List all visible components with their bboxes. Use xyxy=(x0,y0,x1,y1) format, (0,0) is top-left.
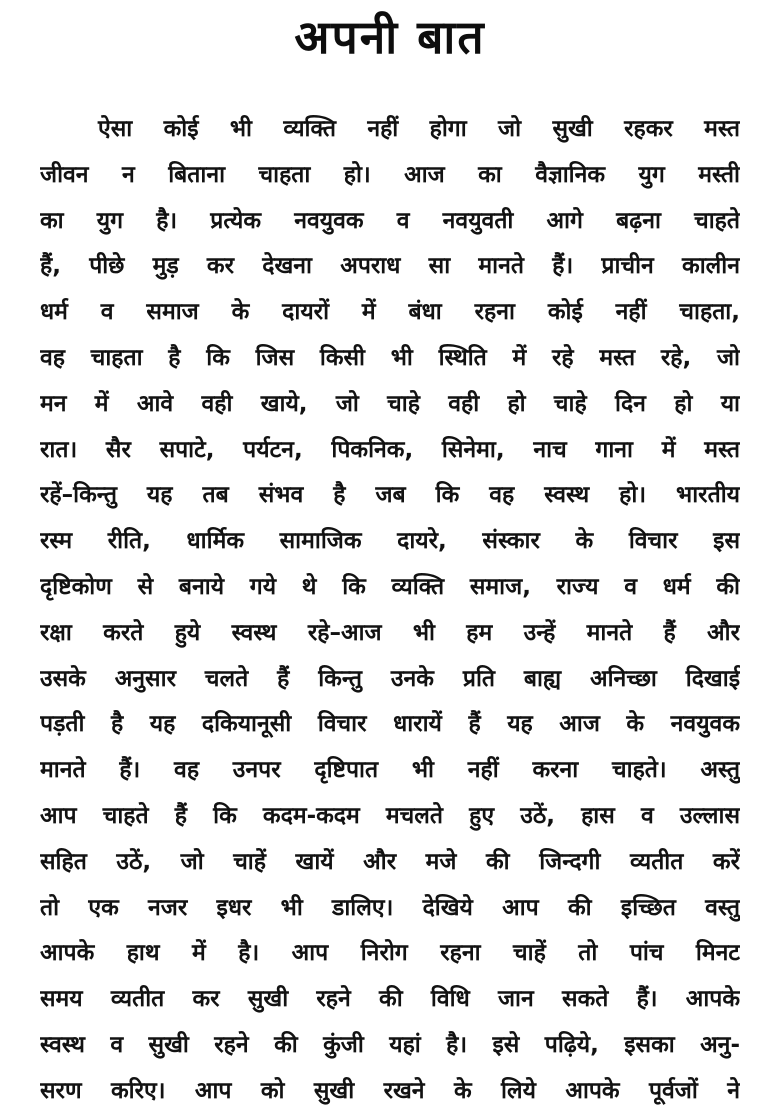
text-line: पड़ती है यह दकियानूसी विचार धारायें हैं यह आज के नवयुवक xyxy=(40,711,740,738)
text-line: वह चाहता है कि जिस किसी भी स्थिति में रहे मस्त रहे, जो xyxy=(40,344,740,371)
text-line: आपके हाथ में है। आप निरोग रहना चाहें तो पांच मिनट xyxy=(40,940,740,967)
page-title: अपनी बात xyxy=(294,10,486,64)
text-line: दृष्टिकोण से बनाये गये थे कि व्यक्ति समाज, राज्य व धर्म की xyxy=(40,573,740,600)
text-line: का युग है। प्रत्येक नवयुवक व नवयुवती आगे बढ़ना चाहते xyxy=(40,207,740,234)
text-line: मन में आवे वही खाये, जो चाहे वही हो चाहे दिन हो या xyxy=(40,390,740,417)
text-line: तो एक नजर इधर भी डालिए। देखिये आप की इच्छित वस्तु xyxy=(40,894,740,921)
body-paragraph xyxy=(40,107,740,1115)
text-line: सरण करिए। आप को सुखी रखने के लिये आपके पूर्वजों ने xyxy=(40,1077,740,1104)
text-line: रस्म रीति, धार्मिक सामाजिक दायरे, संस्कार के विचार इस xyxy=(40,528,740,555)
text-line: समय व्यतीत कर सुखी रहने की विधि जान सकते हैं। आपके xyxy=(40,986,740,1013)
text-line: हैं, पीछे मुड़ कर देखना अपराध सा मानते हैं। प्राचीन कालीन xyxy=(40,253,740,280)
text-line: उसके अनुसार चलते हैं किन्तु उनके प्रति बाह्य अनिच्छा दिखाई xyxy=(40,665,740,692)
text-line: ऐसा कोई भी व्यक्ति नहीं होगा जो सुखी रहकर मस्त xyxy=(98,116,740,142)
text-line: जीवन न बिताना चाहता हो। आज का वैज्ञानिक युग मस्ती xyxy=(40,161,740,188)
text-line: मानते हैं। वह उनपर दृष्टिपात भी नहीं करना चाहते। अस्तु xyxy=(40,757,740,784)
text-line: आप चाहते हैं कि कदम-कदम मचलते हुए उठें, हास व उल्लास xyxy=(40,802,740,829)
text-line: रहें–किन्तु यह तब संभव है जब कि वह स्वस्थ हो। भारतीय xyxy=(40,482,740,509)
text-line: रात। सैर सपाटे, पर्यटन, पिकनिक, सिनेमा, नाच गाना में मस्त xyxy=(40,436,740,463)
text-line: धर्म व समाज के दायरों में बंधा रहना कोई नहीं चाहता, xyxy=(40,299,740,326)
text-line: सहित उठें, जो चाहें खायें और मजे की जिन्दगी व्यतीत करें xyxy=(40,848,740,875)
text-line: स्वस्थ व सुखी रहने की कुंजी यहां है। इसे पढ़िये, इसका अनु- xyxy=(40,1031,740,1058)
text-line: रक्षा करते हुये स्वस्थ रहे–आज भी हम उन्हें मानते हैं और xyxy=(40,619,740,646)
